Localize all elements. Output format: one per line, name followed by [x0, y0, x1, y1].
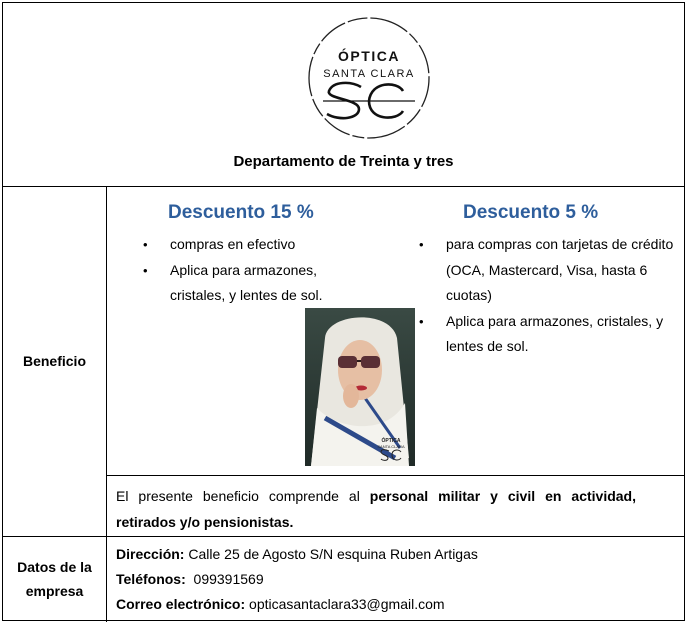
photo-logo-line1: ÓPTICA: [381, 438, 401, 444]
benefit-row: [3, 187, 684, 537]
email-value: opticasantaclara33@gmail.com: [249, 596, 445, 612]
list-item: • Aplica para armazones, cristales, y lentes de sol.: [143, 258, 333, 309]
note-prefix: El presente beneficio comprende al: [116, 488, 370, 504]
address-value: Calle 25 de Agosto S/N esquina Ruben Artigas: [188, 546, 478, 562]
benefit-label: Beneficio: [22, 353, 86, 369]
address-line: [116, 542, 478, 567]
phone-value: 099391569: [193, 571, 264, 587]
column-divider: [106, 537, 107, 622]
logo-line2: SANTA CLARA: [323, 68, 415, 80]
phone-label: Teléfonos:: [116, 571, 186, 587]
discount-15-list: [143, 232, 333, 309]
list-item: • para compras con tarjetas de crédito (OCA, Mastercard, Visa, hasta 6 cuotas): [419, 232, 681, 309]
logo-line1: ÓPTICA: [338, 48, 400, 64]
discount-15-title: Descuento 15 %: [168, 202, 314, 223]
email-label: Correo electrónico:: [116, 596, 246, 612]
department-title: Departamento de Treinta y tres: [233, 153, 454, 170]
company-label-line1: Datos de la: [17, 559, 92, 575]
photo-logo-line2: SANTA CLARA: [377, 444, 405, 449]
document-table: [2, 2, 685, 621]
company-row: [3, 537, 684, 622]
note-bold: personal militar y civil en actividad, retirados y/o pensionistas.: [116, 488, 636, 530]
company-label: [3, 555, 106, 603]
address-label: Dirección:: [116, 546, 185, 562]
inner-divider: [106, 475, 684, 476]
company-label-line2: empresa: [25, 583, 84, 599]
column-divider: [106, 187, 107, 536]
header-row: [3, 3, 684, 187]
promo-photo: [305, 308, 415, 466]
email-line: [116, 592, 445, 617]
discount-5-list: [419, 232, 681, 360]
list-item: • compras en efectivo: [143, 232, 333, 258]
benefit-note: [116, 483, 636, 535]
phone-line: [116, 567, 264, 592]
optica-santa-clara-logo: [299, 15, 439, 141]
list-item: • Aplica para armazones, cristales, y lentes de sol.: [419, 309, 681, 360]
discount-5-title: Descuento 5 %: [463, 202, 599, 223]
